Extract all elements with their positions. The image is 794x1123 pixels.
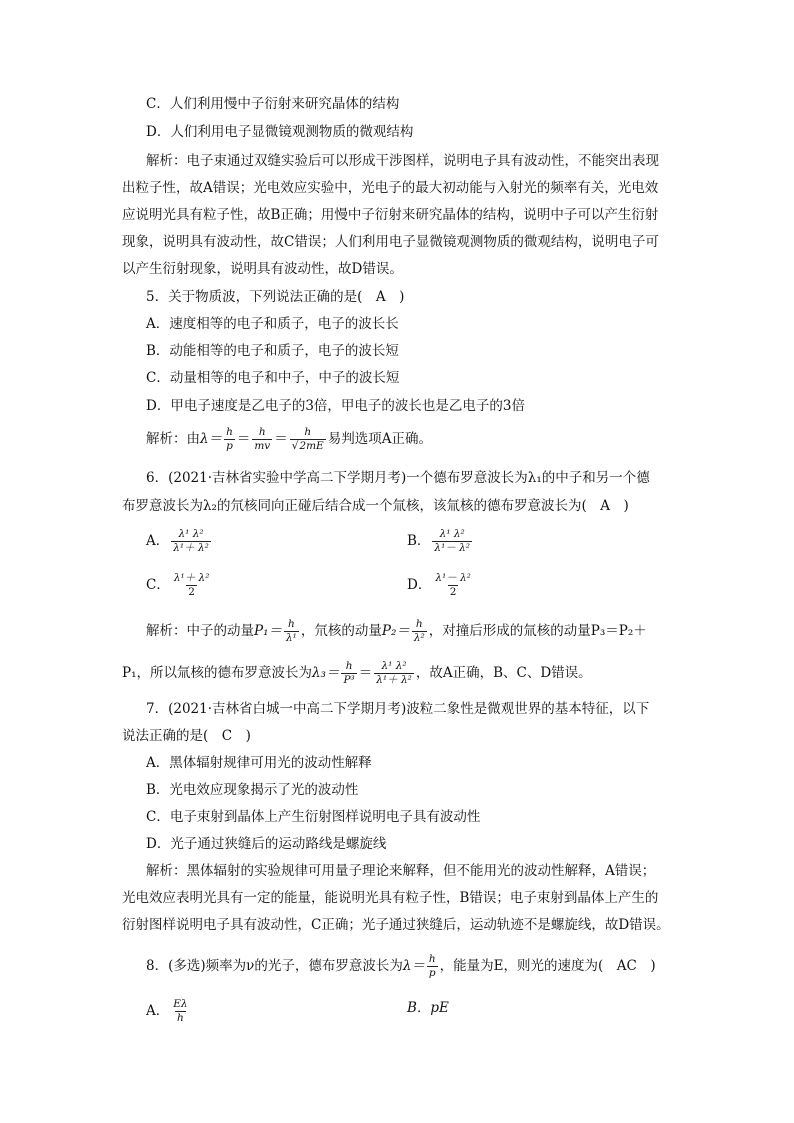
question-7-option-b: B．光电效应现象揭示了光的波动性 <box>146 782 359 798</box>
question-6-analysis-line-2: P₁，所以氚核的德布罗意波长为λ₃＝ $\frac{h}{\text{P³}}$ ＝ $\frac{\text{λ¹ λ²}}{\text{λ¹＋ λ²}}$ ，故A正确，B、C、D错误。 <box>122 660 592 686</box>
question-6-analysis-line-1: 解析：中子的动量P₁＝ $\frac{h}{\text{λ¹}}$ ，氘核的动量P₂＝ $\frac{h}{\text{λ²}}$ ，对撞后形成的氚核的动量P₃＝P₂＋ <box>146 618 647 644</box>
analysis-prev-line-1: 解析：电子束通过双缝实验后可以形成干涉图样，说明电子具有波动性，不能突出表现 <box>146 153 659 169</box>
question-7-analysis-line-2: 光电效应表明光具有一定的能量，能说明光具有粒子性，B错误；电子束射到晶体上产生的 <box>122 890 659 906</box>
question-7-stem-line-2: 说法正确的是( C ) <box>122 728 251 744</box>
question-7-option-a: A．黑体辐射规律可用光的波动性解释 <box>146 755 372 771</box>
question-8-option-a: A． $\frac{E\lambda}{h}$ <box>146 998 188 1024</box>
question-6-option-d: D． $\frac{\text{λ¹－ λ²}}{2}$ <box>407 572 471 598</box>
question-6-stem-line-1: 6．(2021·吉林省实验中学高二下学期月考)一个德布罗意波长为λ₁的中子和另一个德 <box>146 470 650 486</box>
question-7-option-d: D．光子通过狭缝后的运动路线是螺旋线 <box>146 836 387 852</box>
question-5-option-a: A．速度相等的电子和质子，电子的波长长 <box>146 316 399 332</box>
analysis-prev-line-2: 出粒子性，故A错误；光电效应实验中，光电子的最大初动能与入射光的频率有关，光电效 <box>122 180 659 196</box>
question-5-option-b: B．动能相等的电子和质子，电子的波长短 <box>146 343 399 359</box>
lambda-eq: λ＝ <box>200 431 223 447</box>
question-6-stem-line-2: 布罗意波长为λ₂的氘核同向正碰后结合成一个氚核，该氚核的德布罗意波长为( A ) <box>122 498 629 514</box>
option-d-prev: D．人们利用电子显微镜观测物质的微观结构 <box>146 124 414 140</box>
question-6-option-b: B． $\frac{\text{λ¹ λ²}}{\text{λ¹－ λ²}}$ <box>407 528 470 554</box>
question-5-option-c: C．动量相等的电子和中子，中子的波长短 <box>146 370 400 386</box>
formula-fraction-3: $\frac{h}{√2mE}$ <box>291 426 324 452</box>
analysis-prev-line-3: 应说明光具有粒子性，故B正确；用慢中子衍射来研究晶体的结构，说明中子可以产生衍射 <box>122 207 659 223</box>
question-8-stem: 8．(多选)频率为ν的光子，德布罗意波长为λ＝ $\frac{h}{p}$ ，能量为E，则光的速度为( AC ) <box>146 953 656 979</box>
formula-fraction-1: $\frac{h}{p}$ <box>226 426 233 452</box>
sqrt-icon: √ <box>291 440 299 452</box>
question-7-stem-line-1: 7．(2021·吉林省白城一中高二下学期月考)波粒二象性是微观世界的基本特征，以下 <box>146 701 650 717</box>
analysis-prefix: 解析：由 <box>146 431 200 447</box>
question-7-analysis-line-1: 解析：黑体辐射的实验规律可用量子理论来解释，但不能用光的波动性解释，A错误； <box>146 863 656 879</box>
question-6-option-c: C． $\frac{\text{λ¹＋ λ²}}{2}$ <box>146 572 210 598</box>
question-7-analysis-line-3: 衍射图样说明电子具有波动性，C正确；光子通过狭缝后，运动轨迹不是螺旋线，故D错误。 <box>122 917 670 933</box>
question-6-option-a: A． $\frac{\text{λ¹ λ²}}{\text{λ¹＋ λ²}}$ <box>146 528 209 554</box>
analysis-suffix: 易判选项A正确。 <box>327 431 432 447</box>
analysis-prev-line-4: 现象，说明具有波动性，故C错误；人们利用电子显微镜观测物质的微观结构，说明电子可 <box>122 234 659 250</box>
question-7-option-c: C．电子束射到晶体上产生衍射图样说明电子具有波动性 <box>146 809 481 825</box>
question-5-analysis: 解析：由λ＝ $\frac{h}{p}$ ＝ $\frac{h}{mv}$ ＝ $\frac{h}{√2mE}$ 易判选项A正确。 <box>146 426 432 452</box>
question-5-option-d: D．甲电子速度是乙电子的3倍，甲电子的波长也是乙电子的3倍 <box>146 398 526 414</box>
option-c-prev: C．人们利用慢中子衍射来研究晶体的结构 <box>146 96 400 112</box>
question-5-stem: 5．关于物质波，下列说法正确的是( A ) <box>146 289 405 305</box>
analysis-prev-line-5: 以产生衍射现象，说明具有波动性，故D错误。 <box>122 261 403 277</box>
question-8-option-b: B．pE <box>407 1000 449 1016</box>
formula-fraction-2: $\frac{h}{mv}$ <box>254 426 271 452</box>
